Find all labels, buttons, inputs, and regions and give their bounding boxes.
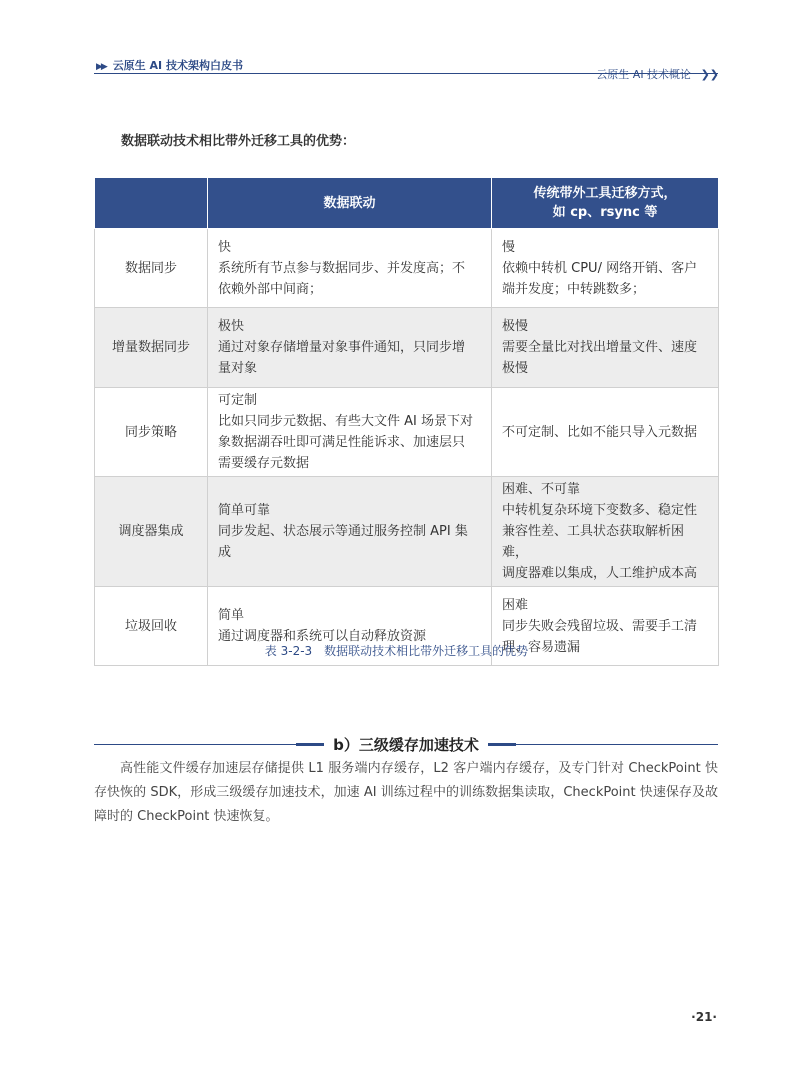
cell-line: 依赖中转机 CPU/ 网络开销、客户: [502, 260, 698, 276]
table-header-traditional-tools: [492, 178, 719, 229]
cell-line: 通过对象存储增量对象事件通知，只同步增: [218, 340, 466, 355]
running-header-left: [96, 57, 243, 73]
cell-line: 端并发度；中转跳数多；: [502, 281, 646, 297]
data-linkage-cell: [208, 388, 492, 477]
data-linkage-cell: [208, 477, 492, 587]
cell-line: 困难: [502, 597, 529, 613]
cell-line: 极快: [218, 319, 245, 334]
row-label: 增量数据同步: [95, 308, 208, 388]
running-header-right: [596, 66, 719, 82]
table-header-row: [95, 178, 719, 229]
data-linkage-cell: [208, 308, 492, 388]
section-rule-right: [488, 744, 718, 745]
row-label: 数据同步: [95, 229, 208, 308]
cell-line: 量对象: [218, 361, 258, 376]
row-label: 同步策略: [95, 388, 208, 477]
table-header-data-linkage: 数据联动: [208, 178, 492, 229]
table-row: [95, 308, 719, 388]
table-row: [95, 388, 719, 477]
cell-line: 极慢: [502, 319, 529, 334]
chapter-title: 云原生 AI 技术概论: [596, 68, 692, 81]
cell-line: 快: [218, 239, 232, 255]
cell-line: 调度器难以集成，人工维护成本高: [502, 566, 698, 581]
cell-line: 理、容易遗漏: [502, 639, 581, 655]
table-row: [95, 477, 719, 587]
comparison-table: [94, 177, 719, 666]
section-rule-accent: [296, 743, 324, 746]
cell-line: 可定制: [218, 393, 258, 408]
section-rule-accent: [488, 743, 516, 746]
cell-line: 不可定制、比如不能只导入元数据: [502, 424, 698, 440]
traditional-cell: [492, 229, 719, 308]
cell-line: 困难、不可靠: [502, 482, 581, 497]
traditional-cell: [492, 477, 719, 587]
cell-line: 兼容性差、工具状态获取解析困难，: [502, 524, 685, 560]
cell-line: 慢: [502, 239, 516, 255]
header-line: 传统带外工具迁移方式，: [533, 186, 677, 201]
cell-line: 依赖外部中间商；: [218, 281, 323, 297]
cell-line: 需要缓存元数据: [218, 456, 310, 471]
row-label: 调度器集成: [95, 477, 208, 587]
double-arrow-icon: ▶▶: [96, 62, 106, 72]
page-number: ·21·: [691, 1010, 717, 1024]
cell-line: 极慢: [502, 361, 529, 376]
section-body-paragraph: 高性能文件缓存加速层存储提供 L1 服务端内存缓存，L2 客户端内存缓存，及专门针对 CheckPoint 快存快恢的 SDK，形成三级缓存加速技术，加速 AI 训练过程中的训练数据集读取，CheckPoint 快速保存及故障时的 CheckPoint 快速恢复。: [94, 761, 718, 824]
cell-line: 简单可靠: [218, 503, 271, 518]
header-line: 如 cp、rsync 等: [552, 205, 658, 220]
data-linkage-cell: [208, 229, 492, 308]
traditional-cell: [492, 388, 719, 477]
cell-line: 比如只同步元数据、有些大文件 AI 场景下对: [218, 414, 473, 429]
cell-line: 同步发起、状态展示等通过服务控制 API 集: [218, 524, 468, 539]
cell-line: 成: [218, 545, 232, 560]
cell-line: 需要全量比对找出增量文件、速度: [502, 340, 698, 355]
cell-line: 系统所有节点参与数据同步、并发度高；不: [218, 260, 466, 276]
cell-line: 中转机复杂环境下变数多、稳定性: [502, 503, 698, 518]
cell-line: 同步失败会残留垃圾、需要手工清: [502, 618, 698, 634]
cell-line: 通过调度器和系统可以自动释放资源: [218, 629, 427, 644]
table-row: [95, 229, 719, 308]
cell-line: 象数据湖吞吐即可满足性能诉求、加速层只: [218, 435, 466, 450]
section-rule-left: [94, 744, 324, 745]
double-chevron-right-icon: ❯❯: [700, 68, 719, 81]
traditional-cell: [492, 308, 719, 388]
table-caption: 表 3-2-3 数据联动技术相比带外迁移工具的优势: [264, 644, 529, 658]
section-title: b）三级缓存加速技术: [333, 736, 479, 754]
table-header-empty: [95, 178, 208, 229]
book-title: 云原生 AI 技术架构白皮书: [112, 59, 243, 72]
row-label: 垃圾回收: [95, 587, 208, 666]
intro-heading: 数据联动技术相比带外迁移工具的优势：: [121, 134, 356, 149]
cell-line: 简单: [218, 608, 245, 623]
